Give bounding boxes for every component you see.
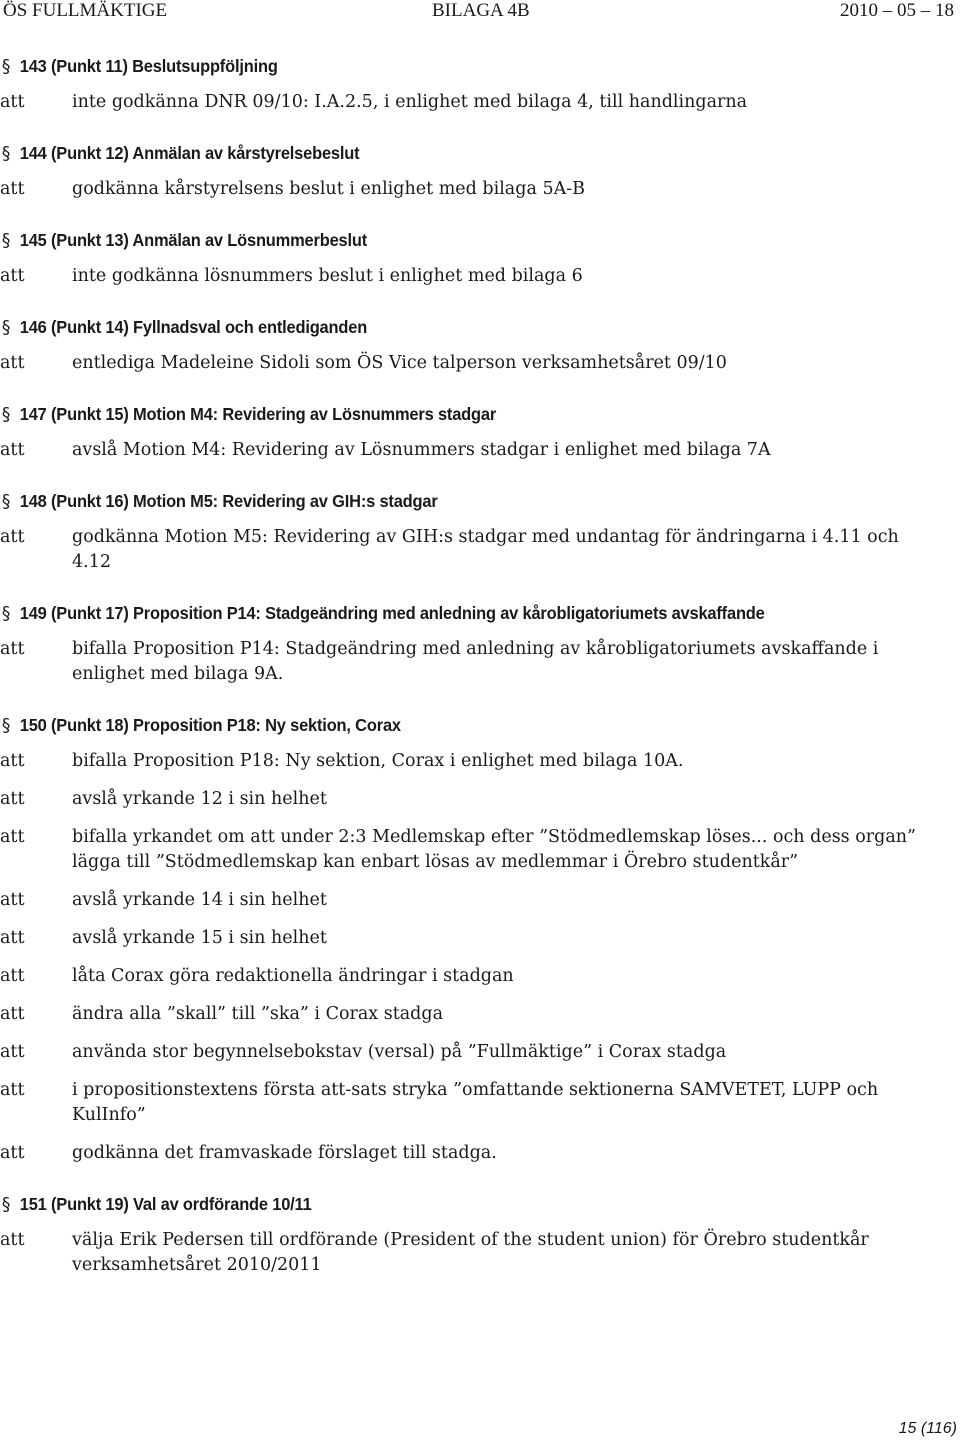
decision-row	[0, 1078, 960, 1128]
decision-text: använda stor begynnelsebokstav (versal) på ”Fullmäktige” i Corax stadga	[72, 1042, 727, 1062]
decision-text: i propositionstextens första att-sats stryka ”omfattande sektionerna SAMVETET, LUPP och KulInfo”	[72, 1080, 879, 1125]
section-symbol: §	[1, 714, 11, 736]
att-label: att	[0, 527, 25, 547]
att-label: att	[0, 353, 25, 373]
decision-text: godkänna kårstyrelsens beslut i enlighet med bilaga 5A-B	[72, 179, 585, 199]
decision-row	[0, 926, 960, 951]
header-attachment: BILAGA 4B	[432, 0, 530, 21]
decision-row	[0, 90, 960, 115]
minutes-section	[0, 400, 960, 487]
decision-text: avslå yrkande 14 i sin helhet	[72, 890, 327, 910]
decision-text: godkänna det framvaskade förslaget till stadga.	[72, 1143, 497, 1163]
att-label: att	[0, 92, 25, 112]
att-label: att	[0, 266, 25, 286]
decision-row	[0, 438, 960, 463]
minutes-body	[0, 52, 960, 1302]
att-label: att	[0, 440, 25, 460]
decision-text: ändra alla ”skall” till ”ska” i Corax stadga	[72, 1004, 444, 1024]
section-heading	[0, 226, 902, 254]
minutes-section	[0, 1190, 960, 1302]
att-label: att	[0, 639, 25, 659]
att-label: att	[0, 1004, 25, 1024]
page-header	[0, 0, 960, 24]
att-label: att	[0, 1042, 25, 1062]
section-heading	[0, 1190, 902, 1218]
minutes-section	[0, 139, 960, 226]
section-title: 143 (Punkt 11) Beslutsuppföljning	[19, 55, 278, 76]
header-date: 2010 – 05 – 18	[840, 0, 954, 21]
decision-text: inte godkänna DNR 09/10: I.A.2.5, i enlighet med bilaga 4, till handlingarna	[72, 92, 748, 112]
section-title: 149 (Punkt 17) Proposition P14: Stadgeändring med anledning av kårobligatoriumets avskaffande	[19, 602, 765, 623]
section-symbol: §	[1, 142, 11, 164]
section-title: 144 (Punkt 12) Anmälan av kårstyrelsebeslut	[19, 142, 360, 163]
section-symbol: §	[1, 229, 11, 251]
decision-text: välja Erik Pedersen till ordförande (President of the student union) för Örebro studentkår verksamhetsåret 2010/2011	[72, 1230, 869, 1275]
att-label: att	[0, 1230, 25, 1250]
att-label: att	[0, 1143, 25, 1163]
decision-row	[0, 888, 960, 913]
section-symbol: §	[1, 55, 11, 77]
section-title: 147 (Punkt 15) Motion M4: Revidering av Lösnummers stadgar	[19, 403, 497, 424]
decision-text: avslå yrkande 15 i sin helhet	[72, 928, 327, 948]
att-label: att	[0, 789, 25, 809]
section-heading	[0, 52, 902, 80]
decision-row	[0, 825, 960, 875]
section-title: 146 (Punkt 14) Fyllnadsval och entlediganden	[19, 316, 368, 337]
decision-text: inte godkänna lösnummers beslut i enlighet med bilaga 6	[72, 266, 583, 286]
minutes-section	[0, 599, 960, 711]
minutes-section	[0, 313, 960, 400]
att-label: att	[0, 928, 25, 948]
att-label: att	[0, 966, 25, 986]
section-heading	[0, 139, 902, 167]
section-symbol: §	[1, 403, 11, 425]
decision-row	[0, 264, 960, 289]
decision-row	[0, 351, 960, 376]
decision-row	[0, 1002, 960, 1027]
decision-row	[0, 787, 960, 812]
section-title: 145 (Punkt 13) Anmälan av Lösnummerbeslut	[19, 229, 368, 250]
decision-text: avslå yrkande 12 i sin helhet	[72, 789, 327, 809]
minutes-section	[0, 711, 960, 1190]
section-heading	[0, 711, 902, 739]
section-heading	[0, 313, 902, 341]
page-number: 15 (116)	[898, 1420, 957, 1437]
decision-row	[0, 177, 960, 202]
decision-text: entlediga Madeleine Sidoli som ÖS Vice talperson verksamhetsåret 09/10	[72, 353, 727, 373]
decision-row	[0, 1040, 960, 1065]
section-heading	[0, 487, 902, 515]
att-label: att	[0, 1080, 25, 1100]
section-symbol: §	[1, 602, 11, 624]
section-symbol: §	[1, 490, 11, 512]
section-heading	[0, 599, 902, 627]
att-label: att	[0, 890, 25, 910]
section-symbol: §	[1, 1193, 11, 1215]
decision-text: låta Corax göra redaktionella ändringar i stadgan	[72, 966, 514, 986]
decision-row	[0, 525, 960, 575]
header-meeting: ÖS FULLMÄKTIGE	[3, 0, 168, 21]
att-label: att	[0, 179, 25, 199]
att-label: att	[0, 827, 25, 847]
decision-text: bifalla yrkandet om att under 2:3 Medlemskap efter ”Stödmedlemskap löses... och dess organ” lägga till ”Stödmedlemskap kan enbart lösas av medlemmar i Örebro studentkår”	[72, 827, 916, 872]
minutes-section	[0, 487, 960, 599]
decision-row	[0, 749, 960, 774]
decision-text: godkänna Motion M5: Revidering av GIH:s stadgar med undantag för ändringarna i 4.11 och 4.12	[72, 527, 899, 572]
section-title: 151 (Punkt 19) Val av ordförande 10/11	[19, 1193, 312, 1214]
decision-row	[0, 637, 960, 687]
att-label: att	[0, 751, 25, 771]
decision-row	[0, 1141, 960, 1166]
minutes-section	[0, 226, 960, 313]
section-title: 148 (Punkt 16) Motion M5: Revidering av GIH:s stadgar	[19, 490, 438, 511]
decision-text: avslå Motion M4: Revidering av Lösnummers stadgar i enlighet med bilaga 7A	[72, 440, 771, 460]
section-symbol: §	[1, 316, 11, 338]
decision-text: bifalla Proposition P18: Ny sektion, Corax i enlighet med bilaga 10A.	[72, 751, 684, 771]
decision-text: bifalla Proposition P14: Stadgeändring med anledning av kårobligatoriumets avskaffande i enlighet med bilaga 9A.	[72, 639, 879, 684]
decision-row	[0, 964, 960, 989]
decision-row	[0, 1228, 960, 1278]
minutes-section	[0, 52, 960, 139]
section-heading	[0, 400, 902, 428]
section-title: 150 (Punkt 18) Proposition P18: Ny sektion, Corax	[19, 714, 401, 735]
